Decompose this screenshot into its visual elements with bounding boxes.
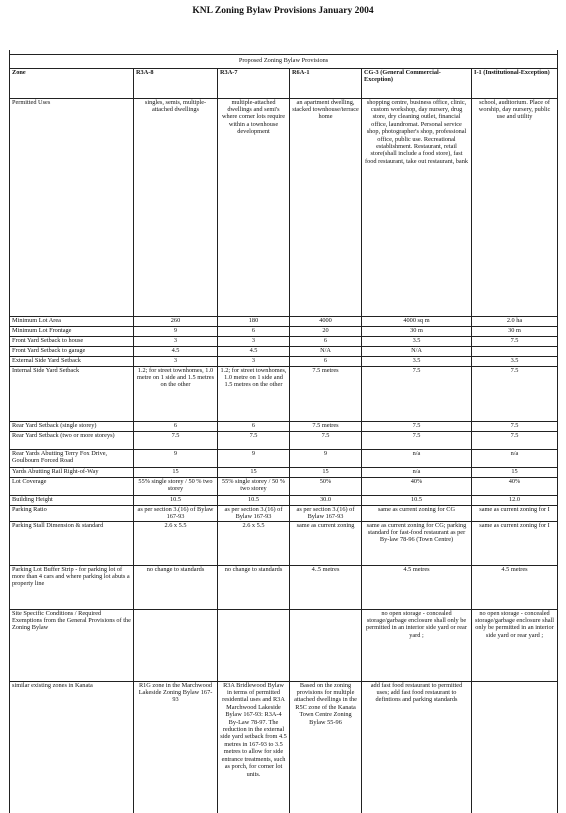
table-cell: R1G zone in the Marchwood Lakeside Zoning Bylaw 167-93 (134, 681, 218, 813)
table-cell: 6 (218, 421, 290, 431)
table-cell: as per section 3.(16) of Bylaw 167-93 (290, 505, 362, 521)
page-title: KNL Zoning Bylaw Provisions January 2004 (192, 6, 374, 16)
table-cell: 15 (290, 467, 362, 477)
table-cell: 7.5 (472, 431, 558, 449)
column-header: R6A-1 (290, 68, 362, 98)
table-cell: 4000 sq m (362, 316, 472, 326)
table-cell: 3 (134, 336, 218, 346)
table-cell: 2.0 ha (472, 316, 558, 326)
table-cell: 7.5 (290, 431, 362, 449)
table-caption-row (10, 54, 558, 68)
table-cell: 7.5 metres (290, 421, 362, 431)
table-cell: 260 (134, 316, 218, 326)
table-cell: same as current zoning for I (472, 521, 558, 565)
row-label: Yards Abutting Rail Right-of-Way (10, 467, 134, 477)
table-row (10, 366, 558, 421)
table-cell: 4000 (290, 316, 362, 326)
table-row (10, 336, 558, 346)
table-cell: 30.0 (290, 495, 362, 505)
table-cell: 7.5 (472, 366, 558, 421)
row-label: Front Yard Setback to house (10, 336, 134, 346)
row-label: Front Yard Setback to garage (10, 346, 134, 356)
table-cell: shopping centre, business office, clinic, custom workshop, day nursery, drug store, dry cleaning outlet, financial office, laundromat. Personal service shop, photographer's shop, professional office, public use. Recreational establishment. Restaurant, retail store(shall include a food store), fast food restaurant, take out restaurant, bank (362, 98, 472, 316)
table-cell: same as current zoning for I (472, 505, 558, 521)
column-header: R3A-8 (134, 68, 218, 98)
table-cell: 15 (134, 467, 218, 477)
table-row (10, 609, 558, 681)
table-cell: 7.5 (362, 421, 472, 431)
table-cell: no open storage - concealed storage/garbage enclosure shall only be permitted in an interior side yard or rear yard ; (472, 609, 558, 681)
table-cell: 3.5 (362, 356, 472, 366)
table-cell: 6 (134, 421, 218, 431)
row-label: Lot Coverage (10, 477, 134, 495)
row-label: Rear Yard Setback (two or more storeys) (10, 431, 134, 449)
table-cell: no open storage - concealed storage/garbage enclosure shall only be permitted in an interior side yard or rear yard ; (362, 609, 472, 681)
table-cell: singles, semis, multiple-attached dwellings (134, 98, 218, 316)
column-header: I-1 (Institutional-Exception) (472, 68, 558, 98)
table-cell: 7.5 (218, 431, 290, 449)
column-header: Zone (10, 68, 134, 98)
table-body (10, 98, 558, 813)
table-cell: 3 (134, 356, 218, 366)
table-cell: 4.5 (218, 346, 290, 356)
table-cell: 3 (218, 356, 290, 366)
table-row (10, 467, 558, 477)
table-cell: 2.6 x 5.5 (218, 521, 290, 565)
table-cell: same as current zoning (290, 521, 362, 565)
table-row (10, 681, 558, 813)
table-row (10, 565, 558, 609)
table-cell: same as current zoning for CG; parking standard for fast-food restaurant as per By-law 78-96 (Town Centre) (362, 521, 472, 565)
table-cell (472, 346, 558, 356)
table-cell: 4.5 metres (362, 565, 472, 609)
table-cell: 40% (472, 477, 558, 495)
table-cell: 1.2; for street townhomes, 1.0 metre on 1 side and 1.5 metres on the other (218, 366, 290, 421)
table-cell: 9 (218, 449, 290, 467)
table-cell: 6 (290, 356, 362, 366)
table-cell: 30 m (472, 326, 558, 336)
table-row (10, 505, 558, 521)
table-cell: no change to standards (218, 565, 290, 609)
table-cell: 10.5 (134, 495, 218, 505)
table-cell: 6 (290, 336, 362, 346)
table-cell: 7.5 metres (290, 366, 362, 421)
row-label: Parking Stall Dimension & standard (10, 521, 134, 565)
row-label: similar existing zones in Kanata (10, 681, 134, 813)
table-cell: 7.5 (472, 421, 558, 431)
table-cell: 1.2; for street townhomes, 1.0 metre on 1 side and 1.5 metres on the other (134, 366, 218, 421)
table-row (10, 521, 558, 565)
table-cell: 3 (218, 336, 290, 346)
table-cell (472, 681, 558, 813)
table-cell: 12.0 (472, 495, 558, 505)
row-label: Internal Side Yard Setback (10, 366, 134, 421)
table-cell: 55% single storey / 50 % two storey (134, 477, 218, 495)
table-cell: 7.5 (362, 366, 472, 421)
table-cell: n/a (362, 467, 472, 477)
row-label: Permitted Uses (10, 98, 134, 316)
table-cell: 3.5 (472, 356, 558, 366)
table-cell: 6 (218, 326, 290, 336)
table-row (10, 431, 558, 449)
table-row (10, 449, 558, 467)
table-cell: 7.5 (362, 431, 472, 449)
table-cell (134, 609, 218, 681)
column-header: R3A-7 (218, 68, 290, 98)
row-label: Minimum Lot Area (10, 316, 134, 326)
row-label: Building Height (10, 495, 134, 505)
table-cell: n/a (472, 449, 558, 467)
table-cell (218, 609, 290, 681)
table-cell: add fast food restaurant to permitted uses; add fast food restaurant to defintions and parking standards (362, 681, 472, 813)
table-cell: n/a (362, 449, 472, 467)
table-row (10, 477, 558, 495)
table-cell: 15 (472, 467, 558, 477)
table-cell: same as current zoning for CG (362, 505, 472, 521)
table-row (10, 326, 558, 336)
table-cell: 7.5 (472, 336, 558, 346)
table-row (10, 316, 558, 326)
table-cell: 50% (290, 477, 362, 495)
table-cell: 20 (290, 326, 362, 336)
column-header: CG-3 (General Commercial-Exception) (362, 68, 472, 98)
row-label: Parking Lot Buffer Strip - for parking lot of more than 4 cars and where parking lot abuts a property line (10, 565, 134, 609)
table-cell: 4.5 (134, 346, 218, 356)
table-cell: 3.5 (362, 336, 472, 346)
zoning-provisions-table (9, 50, 558, 813)
table-cell: 4..5 metres (290, 565, 362, 609)
table-cell: 2.6 x 5.5 (134, 521, 218, 565)
table-cell: no change to standards (134, 565, 218, 609)
table-header-row (10, 68, 558, 98)
table-cell: 15 (218, 467, 290, 477)
table-cell: 9 (290, 449, 362, 467)
table-cell: 180 (218, 316, 290, 326)
row-label: Parking Ratio (10, 505, 134, 521)
table-row (10, 346, 558, 356)
table-cell: multiple-attached dwellings and semi's where corner lots require within a townhouse development (218, 98, 290, 316)
row-label: Rear Yard Setback (single storey) (10, 421, 134, 431)
row-label: External Side Yard Setback (10, 356, 134, 366)
row-label: Minimum Lot Frontage (10, 326, 134, 336)
table-cell: 55% single storey / 50 % two storey (218, 477, 290, 495)
table-cell: R3A Bridlewood Bylaw in terms of permitted residential uses and R3A Marchwood Lakeside Bylaw 167-93: R3A-4 By-Law 78-97. The reduction in the external side yard setback from 4.5 metres in 167-93 to 3.5 metres to allow for side entrance treatments, such as porch, for corner lot units. (218, 681, 290, 813)
table-cell: 40% (362, 477, 472, 495)
table-caption: Proposed Zoning Bylaw Provisions (10, 54, 558, 68)
table-row (10, 356, 558, 366)
table-cell: 10.5 (218, 495, 290, 505)
table-cell: 9 (134, 326, 218, 336)
table-row (10, 98, 558, 316)
table-row (10, 421, 558, 431)
table-row (10, 495, 558, 505)
table-cell: Based on the zoning provisions for multiple attached dwellings in the R5C zone of the Kanata Town Centre Zoning Bylaw 55-96 (290, 681, 362, 813)
table-cell: as per section 3.(16) of Bylaw 167-93 (218, 505, 290, 521)
row-label: Rear Yards Abutting Terry Fox Drive, Goulbourn Forced Road (10, 449, 134, 467)
table-cell: as per section 3.(16) of Bylaw 167-93 (134, 505, 218, 521)
row-label: Site Specific Conditions / Required Exemptions from the General Provisions of the Zoning Bylaw (10, 609, 134, 681)
table-cell: 9 (134, 449, 218, 467)
table-cell: 10.5 (362, 495, 472, 505)
table-cell: 30 m (362, 326, 472, 336)
table-cell: 4.5 metres (472, 565, 558, 609)
table-cell: N/A (362, 346, 472, 356)
table-cell: an apartment dwelling, stacked townhouse/terrace home (290, 98, 362, 316)
table-cell: N/A (290, 346, 362, 356)
table-cell (290, 609, 362, 681)
table-cell: 7.5 (134, 431, 218, 449)
table-cell: school, auditorium. Place of worship, day nursery, public use and utility (472, 98, 558, 316)
